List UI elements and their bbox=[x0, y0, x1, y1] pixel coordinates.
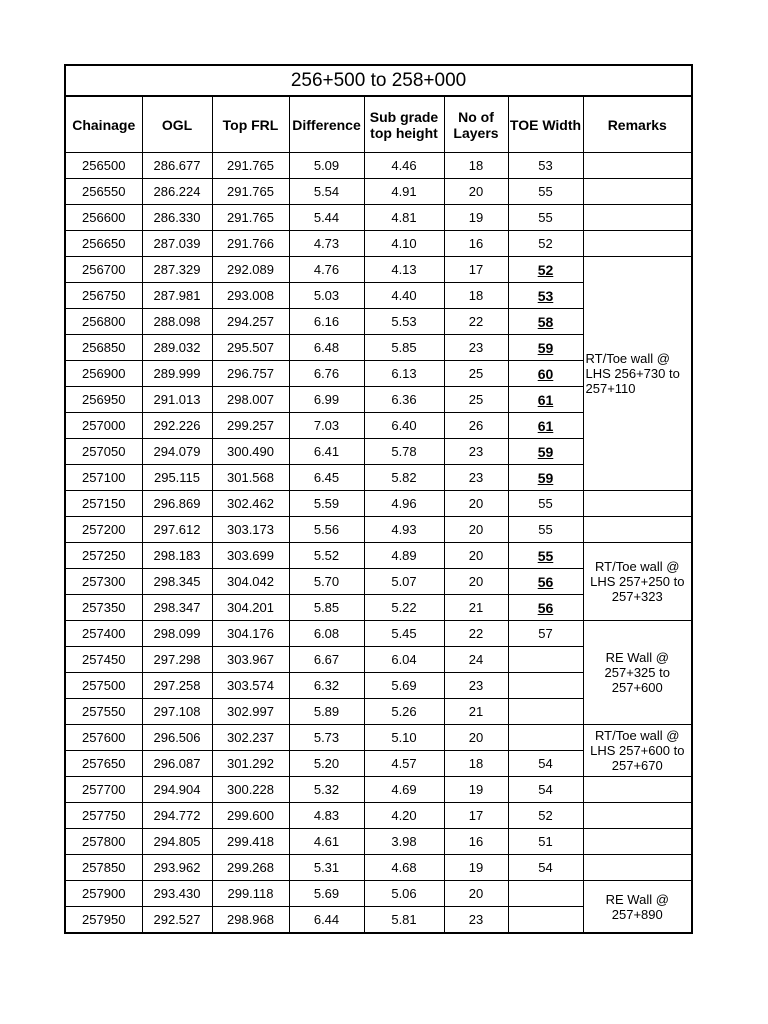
cell-subgrade-height: 4.69 bbox=[364, 777, 444, 803]
cell-toe-width: 59 bbox=[508, 335, 583, 361]
cell-subgrade-height: 4.57 bbox=[364, 751, 444, 777]
cell-ogl: 298.183 bbox=[142, 543, 212, 569]
cell-layers: 17 bbox=[444, 257, 508, 283]
cell-top-frl: 304.176 bbox=[212, 621, 289, 647]
cell-remarks bbox=[583, 855, 692, 881]
cell-layers: 19 bbox=[444, 855, 508, 881]
cell-ogl: 293.962 bbox=[142, 855, 212, 881]
cell-subgrade-height: 5.22 bbox=[364, 595, 444, 621]
cell-toe-width: 55 bbox=[508, 517, 583, 543]
cell-chainage: 257850 bbox=[65, 855, 142, 881]
cell-top-frl: 295.507 bbox=[212, 335, 289, 361]
cell-subgrade-height: 4.46 bbox=[364, 153, 444, 179]
cell-layers: 22 bbox=[444, 621, 508, 647]
cell-layers: 20 bbox=[444, 881, 508, 907]
cell-layers: 16 bbox=[444, 231, 508, 257]
cell-top-frl: 302.462 bbox=[212, 491, 289, 517]
cell-top-frl: 299.418 bbox=[212, 829, 289, 855]
cell-layers: 23 bbox=[444, 335, 508, 361]
cell-chainage: 257050 bbox=[65, 439, 142, 465]
table-title: 256+500 to 258+000 bbox=[65, 65, 692, 96]
cell-toe-width: 52 bbox=[508, 803, 583, 829]
cell-ogl: 297.258 bbox=[142, 673, 212, 699]
table-row bbox=[65, 777, 692, 803]
cell-chainage: 256950 bbox=[65, 387, 142, 413]
cell-chainage: 257500 bbox=[65, 673, 142, 699]
cell-subgrade-height: 4.10 bbox=[364, 231, 444, 257]
cell-ogl: 294.904 bbox=[142, 777, 212, 803]
cell-difference: 5.85 bbox=[289, 595, 364, 621]
table-row bbox=[65, 517, 692, 543]
cell-toe-width: 54 bbox=[508, 855, 583, 881]
cell-ogl: 286.224 bbox=[142, 179, 212, 205]
cell-top-frl: 294.257 bbox=[212, 309, 289, 335]
cell-ogl: 289.032 bbox=[142, 335, 212, 361]
cell-subgrade-height: 6.36 bbox=[364, 387, 444, 413]
cell-subgrade-height: 5.53 bbox=[364, 309, 444, 335]
cell-ogl: 291.013 bbox=[142, 387, 212, 413]
cell-chainage: 257450 bbox=[65, 647, 142, 673]
cell-subgrade-height: 4.81 bbox=[364, 205, 444, 231]
cell-chainage: 257150 bbox=[65, 491, 142, 517]
cell-difference: 5.52 bbox=[289, 543, 364, 569]
cell-difference: 4.76 bbox=[289, 257, 364, 283]
header-ogl: OGL bbox=[142, 96, 212, 153]
cell-top-frl: 291.765 bbox=[212, 205, 289, 231]
cell-chainage: 257800 bbox=[65, 829, 142, 855]
cell-top-frl: 302.237 bbox=[212, 725, 289, 751]
cell-top-frl: 299.257 bbox=[212, 413, 289, 439]
table-row bbox=[65, 725, 692, 751]
cell-difference: 5.09 bbox=[289, 153, 364, 179]
header-layers-line1: No of bbox=[458, 108, 494, 125]
cell-top-frl: 291.765 bbox=[212, 153, 289, 179]
cell-difference: 7.03 bbox=[289, 413, 364, 439]
cell-layers: 23 bbox=[444, 439, 508, 465]
header-top-frl: Top FRL bbox=[212, 96, 289, 153]
cell-remarks bbox=[583, 777, 692, 803]
cell-ogl: 298.345 bbox=[142, 569, 212, 595]
cell-ogl: 287.039 bbox=[142, 231, 212, 257]
cell-difference: 6.67 bbox=[289, 647, 364, 673]
table-row bbox=[65, 179, 692, 205]
embankment-table bbox=[64, 64, 693, 934]
cell-chainage: 256650 bbox=[65, 231, 142, 257]
cell-layers: 16 bbox=[444, 829, 508, 855]
cell-chainage: 257700 bbox=[65, 777, 142, 803]
cell-layers: 25 bbox=[444, 361, 508, 387]
cell-ogl: 296.087 bbox=[142, 751, 212, 777]
cell-top-frl: 303.699 bbox=[212, 543, 289, 569]
header-difference: Difference bbox=[289, 96, 364, 153]
cell-toe-width bbox=[508, 881, 583, 907]
cell-difference: 5.32 bbox=[289, 777, 364, 803]
cell-chainage: 257550 bbox=[65, 699, 142, 725]
cell-chainage: 256750 bbox=[65, 283, 142, 309]
cell-subgrade-height: 5.26 bbox=[364, 699, 444, 725]
cell-ogl: 294.772 bbox=[142, 803, 212, 829]
cell-difference: 6.45 bbox=[289, 465, 364, 491]
cell-layers: 21 bbox=[444, 595, 508, 621]
cell-difference: 5.69 bbox=[289, 881, 364, 907]
cell-layers: 20 bbox=[444, 543, 508, 569]
cell-remarks bbox=[583, 179, 692, 205]
cell-difference: 4.61 bbox=[289, 829, 364, 855]
cell-layers: 18 bbox=[444, 283, 508, 309]
table-row bbox=[65, 829, 692, 855]
cell-remarks bbox=[583, 153, 692, 179]
cell-toe-width bbox=[508, 725, 583, 751]
table-row bbox=[65, 881, 692, 907]
cell-difference: 5.70 bbox=[289, 569, 364, 595]
cell-subgrade-height: 5.10 bbox=[364, 725, 444, 751]
cell-chainage: 257400 bbox=[65, 621, 142, 647]
cell-difference: 6.41 bbox=[289, 439, 364, 465]
table-row bbox=[65, 621, 692, 647]
cell-toe-width: 52 bbox=[508, 257, 583, 283]
cell-toe-width: 51 bbox=[508, 829, 583, 855]
cell-subgrade-height: 6.13 bbox=[364, 361, 444, 387]
cell-remarks: RT/Toe wall @ LHS 257+250 to 257+323 bbox=[583, 543, 692, 621]
cell-chainage: 256500 bbox=[65, 153, 142, 179]
cell-layers: 20 bbox=[444, 491, 508, 517]
cell-chainage: 256850 bbox=[65, 335, 142, 361]
cell-ogl: 286.677 bbox=[142, 153, 212, 179]
cell-subgrade-height: 4.13 bbox=[364, 257, 444, 283]
cell-ogl: 286.330 bbox=[142, 205, 212, 231]
cell-difference: 5.89 bbox=[289, 699, 364, 725]
cell-ogl: 296.506 bbox=[142, 725, 212, 751]
cell-layers: 23 bbox=[444, 673, 508, 699]
cell-difference: 5.03 bbox=[289, 283, 364, 309]
cell-remarks: RT/Toe wall @ LHS 257+600 to 257+670 bbox=[583, 725, 692, 777]
header-subgrade-line2: top height bbox=[370, 124, 438, 141]
cell-toe-width bbox=[508, 907, 583, 934]
cell-subgrade-height: 4.93 bbox=[364, 517, 444, 543]
cell-subgrade-height: 5.45 bbox=[364, 621, 444, 647]
cell-difference: 6.99 bbox=[289, 387, 364, 413]
cell-chainage: 257750 bbox=[65, 803, 142, 829]
cell-top-frl: 293.008 bbox=[212, 283, 289, 309]
cell-top-frl: 302.997 bbox=[212, 699, 289, 725]
cell-difference: 5.31 bbox=[289, 855, 364, 881]
cell-chainage: 257950 bbox=[65, 907, 142, 934]
cell-remarks: RE Wall @ 257+325 to 257+600 bbox=[583, 621, 692, 725]
cell-top-frl: 300.228 bbox=[212, 777, 289, 803]
cell-ogl: 294.805 bbox=[142, 829, 212, 855]
cell-toe-width: 59 bbox=[508, 465, 583, 491]
cell-subgrade-height: 5.85 bbox=[364, 335, 444, 361]
cell-layers: 24 bbox=[444, 647, 508, 673]
table-row bbox=[65, 257, 692, 283]
cell-toe-width: 55 bbox=[508, 543, 583, 569]
cell-toe-width: 53 bbox=[508, 153, 583, 179]
cell-toe-width: 58 bbox=[508, 309, 583, 335]
cell-toe-width: 59 bbox=[508, 439, 583, 465]
cell-subgrade-height: 5.82 bbox=[364, 465, 444, 491]
cell-toe-width: 54 bbox=[508, 777, 583, 803]
table-row bbox=[65, 231, 692, 257]
cell-subgrade-height: 4.89 bbox=[364, 543, 444, 569]
cell-chainage: 257900 bbox=[65, 881, 142, 907]
cell-layers: 23 bbox=[444, 465, 508, 491]
cell-chainage: 257350 bbox=[65, 595, 142, 621]
cell-layers: 26 bbox=[444, 413, 508, 439]
cell-toe-width: 61 bbox=[508, 387, 583, 413]
cell-subgrade-height: 4.20 bbox=[364, 803, 444, 829]
table-row bbox=[65, 803, 692, 829]
cell-difference: 6.08 bbox=[289, 621, 364, 647]
cell-toe-width: 55 bbox=[508, 179, 583, 205]
cell-chainage: 257000 bbox=[65, 413, 142, 439]
cell-subgrade-height: 5.78 bbox=[364, 439, 444, 465]
cell-ogl: 297.298 bbox=[142, 647, 212, 673]
cell-ogl: 293.430 bbox=[142, 881, 212, 907]
cell-layers: 20 bbox=[444, 517, 508, 543]
cell-difference: 4.83 bbox=[289, 803, 364, 829]
cell-toe-width: 55 bbox=[508, 491, 583, 517]
cell-subgrade-height: 5.06 bbox=[364, 881, 444, 907]
cell-difference: 5.56 bbox=[289, 517, 364, 543]
cell-toe-width bbox=[508, 647, 583, 673]
cell-remarks bbox=[583, 491, 692, 517]
cell-subgrade-height: 5.07 bbox=[364, 569, 444, 595]
cell-chainage: 256900 bbox=[65, 361, 142, 387]
cell-top-frl: 298.968 bbox=[212, 907, 289, 934]
cell-top-frl: 304.201 bbox=[212, 595, 289, 621]
cell-chainage: 257100 bbox=[65, 465, 142, 491]
cell-ogl: 288.098 bbox=[142, 309, 212, 335]
cell-chainage: 257300 bbox=[65, 569, 142, 595]
cell-top-frl: 303.173 bbox=[212, 517, 289, 543]
cell-subgrade-height: 6.40 bbox=[364, 413, 444, 439]
table-row bbox=[65, 491, 692, 517]
cell-remarks bbox=[583, 205, 692, 231]
cell-top-frl: 299.268 bbox=[212, 855, 289, 881]
cell-ogl: 297.108 bbox=[142, 699, 212, 725]
header-subgrade-top-height bbox=[364, 96, 444, 153]
cell-subgrade-height: 4.96 bbox=[364, 491, 444, 517]
table-row bbox=[65, 153, 692, 179]
cell-toe-width: 56 bbox=[508, 595, 583, 621]
cell-chainage: 257600 bbox=[65, 725, 142, 751]
cell-chainage: 257200 bbox=[65, 517, 142, 543]
cell-difference: 6.44 bbox=[289, 907, 364, 934]
cell-ogl: 295.115 bbox=[142, 465, 212, 491]
cell-ogl: 297.612 bbox=[142, 517, 212, 543]
cell-difference: 6.76 bbox=[289, 361, 364, 387]
cell-difference: 6.32 bbox=[289, 673, 364, 699]
cell-top-frl: 301.568 bbox=[212, 465, 289, 491]
cell-ogl: 298.347 bbox=[142, 595, 212, 621]
cell-toe-width: 52 bbox=[508, 231, 583, 257]
cell-difference: 5.44 bbox=[289, 205, 364, 231]
cell-top-frl: 304.042 bbox=[212, 569, 289, 595]
table-row bbox=[65, 205, 692, 231]
header-chainage: Chainage bbox=[65, 96, 142, 153]
cell-difference: 4.73 bbox=[289, 231, 364, 257]
cell-chainage: 256800 bbox=[65, 309, 142, 335]
header-subgrade-line1: Sub grade bbox=[369, 108, 439, 125]
table-body bbox=[65, 153, 692, 934]
cell-toe-width: 56 bbox=[508, 569, 583, 595]
cell-chainage: 256600 bbox=[65, 205, 142, 231]
cell-layers: 18 bbox=[444, 751, 508, 777]
cell-difference: 6.16 bbox=[289, 309, 364, 335]
cell-top-frl: 291.765 bbox=[212, 179, 289, 205]
cell-top-frl: 303.967 bbox=[212, 647, 289, 673]
cell-layers: 25 bbox=[444, 387, 508, 413]
cell-toe-width: 61 bbox=[508, 413, 583, 439]
cell-layers: 19 bbox=[444, 777, 508, 803]
header-remarks: Remarks bbox=[583, 96, 692, 153]
cell-difference: 5.54 bbox=[289, 179, 364, 205]
cell-remarks bbox=[583, 231, 692, 257]
cell-ogl: 292.527 bbox=[142, 907, 212, 934]
cell-ogl: 294.079 bbox=[142, 439, 212, 465]
header-layers-line2: Layers bbox=[453, 124, 499, 141]
cell-toe-width: 54 bbox=[508, 751, 583, 777]
cell-top-frl: 298.007 bbox=[212, 387, 289, 413]
cell-subgrade-height: 4.40 bbox=[364, 283, 444, 309]
cell-top-frl: 303.574 bbox=[212, 673, 289, 699]
cell-layers: 18 bbox=[444, 153, 508, 179]
cell-top-frl: 301.292 bbox=[212, 751, 289, 777]
cell-chainage: 256550 bbox=[65, 179, 142, 205]
table-row bbox=[65, 543, 692, 569]
cell-toe-width: 53 bbox=[508, 283, 583, 309]
cell-remarks bbox=[583, 829, 692, 855]
cell-difference: 5.59 bbox=[289, 491, 364, 517]
cell-layers: 23 bbox=[444, 907, 508, 934]
cell-toe-width bbox=[508, 673, 583, 699]
cell-layers: 20 bbox=[444, 569, 508, 595]
cell-layers: 21 bbox=[444, 699, 508, 725]
cell-remarks: RT/Toe wall @ LHS 256+730 to 257+110 bbox=[583, 257, 692, 491]
cell-difference: 5.73 bbox=[289, 725, 364, 751]
cell-top-frl: 299.600 bbox=[212, 803, 289, 829]
cell-chainage: 257250 bbox=[65, 543, 142, 569]
cell-layers: 17 bbox=[444, 803, 508, 829]
cell-top-frl: 299.118 bbox=[212, 881, 289, 907]
cell-difference: 5.20 bbox=[289, 751, 364, 777]
cell-subgrade-height: 6.04 bbox=[364, 647, 444, 673]
cell-top-frl: 300.490 bbox=[212, 439, 289, 465]
cell-subgrade-height: 5.69 bbox=[364, 673, 444, 699]
cell-top-frl: 291.766 bbox=[212, 231, 289, 257]
cell-ogl: 292.226 bbox=[142, 413, 212, 439]
cell-ogl: 289.999 bbox=[142, 361, 212, 387]
cell-remarks bbox=[583, 803, 692, 829]
cell-toe-width: 57 bbox=[508, 621, 583, 647]
cell-toe-width: 60 bbox=[508, 361, 583, 387]
cell-top-frl: 292.089 bbox=[212, 257, 289, 283]
cell-difference: 6.48 bbox=[289, 335, 364, 361]
cell-layers: 19 bbox=[444, 205, 508, 231]
cell-ogl: 298.099 bbox=[142, 621, 212, 647]
cell-chainage: 256700 bbox=[65, 257, 142, 283]
cell-remarks: RE Wall @ 257+890 bbox=[583, 881, 692, 934]
cell-layers: 22 bbox=[444, 309, 508, 335]
cell-ogl: 287.329 bbox=[142, 257, 212, 283]
cell-toe-width bbox=[508, 699, 583, 725]
cell-ogl: 296.869 bbox=[142, 491, 212, 517]
cell-chainage: 257650 bbox=[65, 751, 142, 777]
header-no-of-layers bbox=[444, 96, 508, 153]
cell-subgrade-height: 5.81 bbox=[364, 907, 444, 934]
cell-layers: 20 bbox=[444, 179, 508, 205]
cell-subgrade-height: 4.68 bbox=[364, 855, 444, 881]
cell-layers: 20 bbox=[444, 725, 508, 751]
cell-remarks bbox=[583, 517, 692, 543]
cell-subgrade-height: 3.98 bbox=[364, 829, 444, 855]
table-row bbox=[65, 855, 692, 881]
cell-subgrade-height: 4.91 bbox=[364, 179, 444, 205]
header-toe-width: TOE Width bbox=[508, 96, 583, 153]
cell-toe-width: 55 bbox=[508, 205, 583, 231]
cell-ogl: 287.981 bbox=[142, 283, 212, 309]
cell-top-frl: 296.757 bbox=[212, 361, 289, 387]
